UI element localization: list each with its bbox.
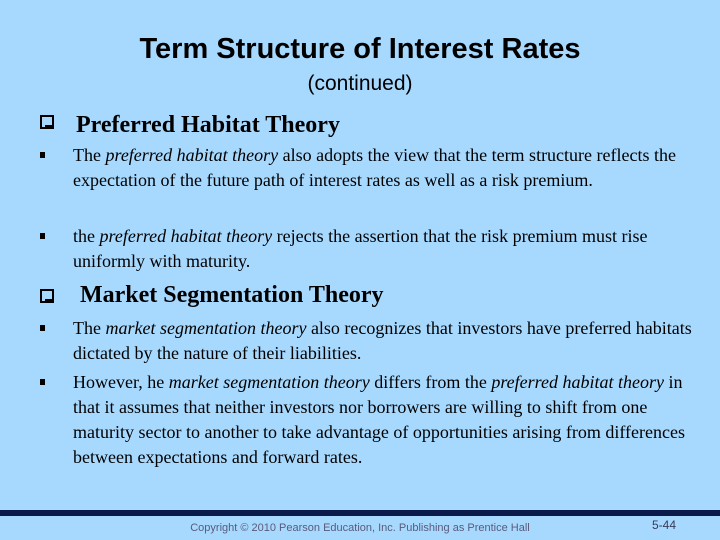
page-number: 5-44 [652,518,677,532]
square-bullet-icon [40,325,45,331]
text-run: also recognizes that investors have preferred habitats dictated by the nature of their liabilities. [73,318,692,363]
section-heading-preferred-habitat: Preferred Habitat Theory [76,112,340,138]
slide-title: Term Structure of Interest Rates [139,33,581,65]
text-run: The [73,145,106,165]
italic-term: market segmentation theory [168,372,370,392]
text-run: the [73,226,100,246]
text-run: differs from the [369,372,492,392]
text-run: However, he [73,372,169,392]
square-bullet-icon [40,152,45,158]
bullet-text-3 [73,316,693,366]
checkbox-bullet-icon [40,115,54,129]
text-run: in that it assumes that neither investors nor borrowers are willing to shift from one maturity sector to another to take advantage of opportunities arising from differences between expectations and forward rates. [73,372,685,467]
copyright-text: Copyright © 2010 Pearson Education, Inc. Publishing as Prentice Hall [190,522,530,534]
italic-term: market segmentation theory [105,318,307,338]
square-bullet-icon [40,233,45,239]
bullet-text-1 [73,143,693,193]
italic-term: preferred habitat theory [99,226,273,246]
section-heading-market-segmentation: Market Segmentation Theory [80,282,384,308]
text-run: also adopts the view that the term structure reflects the expectation of the future path of interest rates as well as a risk premium. [73,145,676,190]
checkbox-bullet-icon [40,289,54,303]
italic-term: preferred habitat theory [491,372,664,392]
slide-subtitle: (continued) [307,72,413,95]
italic-term: preferred habitat theory [105,145,279,165]
text-run: rejects the assertion that the risk premium must rise uniformly with maturity. [73,226,648,271]
text-run: The [73,318,106,338]
square-bullet-icon [40,379,45,385]
bullet-text-2 [73,224,693,274]
bullet-text-4 [73,370,693,470]
